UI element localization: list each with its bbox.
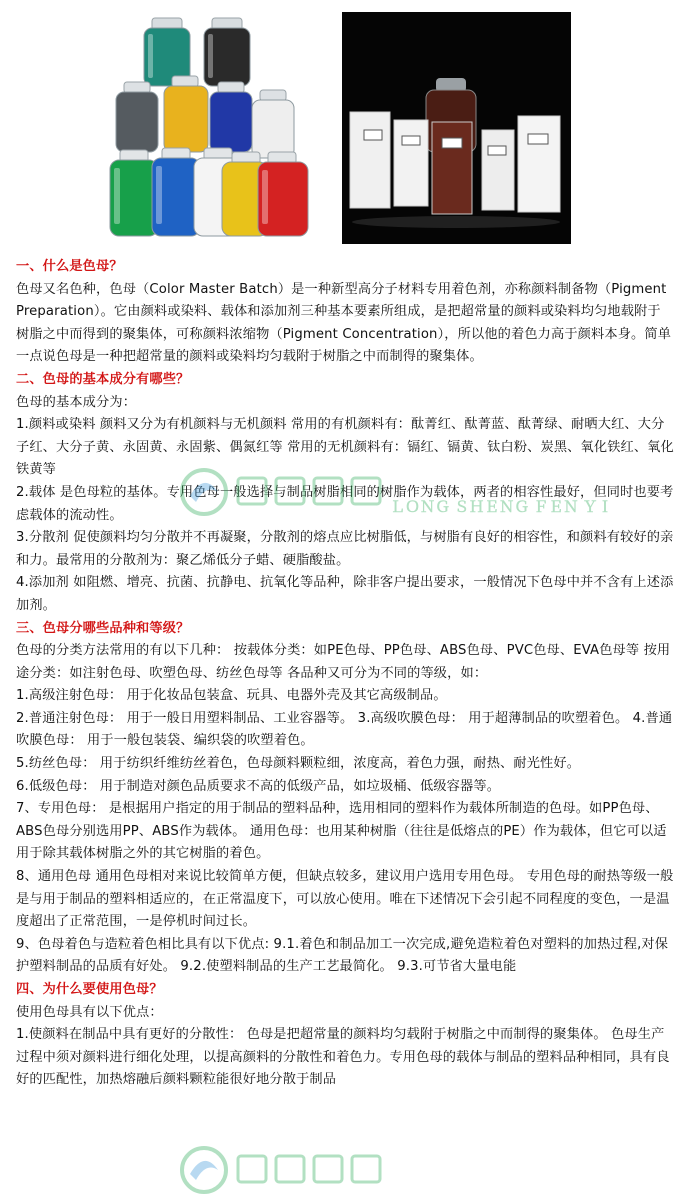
list-item: 1.颜料或染料 颜料又分为有机颜料与无机颜料 常用的有机颜料有：酞菁红、酞菁蓝、酞菁绿、耐晒大红、大分子红、大分子黄、永固黄、永固紫、偶氮红等 常用的无机颜料有：镉红、镉黄、钛白粉、炭黑、氧化铁红、氧化铁黄等 [16, 417, 674, 478]
list-item: 1.高级注射色母： 用于化妆品包装盒、玩具、电器外壳及其它高级制品。 [16, 688, 447, 704]
list-item: 6.低级色母： 用于制造对颜色品质要求不高的低级产品，如垃圾桶、低级容器等。 [16, 778, 501, 794]
photo-banner [0, 0, 682, 250]
list-item: 2.普通注射色母： 用于一般日用塑料制品、工业容器等。 3.高级吹膜色母： 用于超薄制品的吹塑着色。 4.普通吹膜色母： 用于一般包装袋、编织袋的吹塑着色。 [16, 710, 673, 749]
list-item: 2.载体 是色母粒的基体。专用色母一般选择与制品树脂相同的树脂作为载体，两者的相容性最好，但同时也要考虑载体的流动性。 [16, 484, 674, 523]
list-item: 8、通用色母 通用色母相对来说比较简单方便，但缺点较多，建议用户选用专用色母。 专用色母的耐热等级一般是与用于制品的塑料相适应的，在正常温度下，可以放心使用。唯在下述情况下会引起不同程度的变色，一是温度超出了正常范围，一是停机时间过长。 [16, 869, 674, 930]
section-heading-varieties-and-grades: 三、色母分哪些品种和等级？ [16, 620, 190, 636]
section-heading-why-use-masterbatch: 四、为什么要使用色母？ [16, 982, 163, 997]
section-paragraph: 色母又名色种，色母（Color Master Batch）是一种新型高分子材料专用着色剂，亦称颜料制备物（Pigment Preparation）。它由颜料或染料、载体和添加剂三种基本要素所组成，是把超常量的颜料或染料均匀地载附于树脂之中而得到的聚集体，可称颜料浓缩物（Pigment Concentration），所以他的着色力高于颜料本身。简单一点说色母是一种把超常量的颜料或染料均匀载附于树脂之中而制得的聚集体。 [16, 281, 672, 365]
section-heading-basic-components: 二、色母的基本成分有哪些？ [16, 371, 190, 387]
article [16, 256, 674, 1092]
list-item: 1.使颜料在制品中具有更好的分散性： 色母是把超常量的颜料均匀载附于树脂之中而制得的聚集体。 色母生产过程中须对颜料进行细化处理，以提高颜料的分散性和着色力。专用色母的载体与制品的塑料品种相同，具有良好的匹配性，加热熔融后颜料颗粒能很好地分散于制品 [16, 1027, 670, 1088]
section-intro: 色母的分类方法常用的有以下几种： 按载体分类：如PE色母、PP色母、ABS色母、PVC色母、EVA色母等 按用途分类：如注射色母、吹塑色母、纺丝色母等 各品种又可分为不同的等级，如： [16, 643, 671, 681]
watermark-text: ＬＯＮＧ ＳＨＥＮＧ ＦＥＮ ＹＩ [390, 499, 613, 516]
watermark-logo [176, 1140, 556, 1200]
section-intro: 使用色母具有以下优点： [16, 1004, 163, 1020]
list-item: 5.纺丝色母： 用于纺织纤维纺丝着色，色母颜料颗粒细，浓度高，着色力强，耐热、耐光性好。 [16, 756, 581, 772]
masterbatch-sample-bags-photo [342, 12, 571, 244]
section-heading-what-is-masterbatch: 一、什么是色母？ [16, 259, 123, 274]
section-intro: 色母的基本成分为： [16, 394, 137, 410]
list-item: 7、专用色母： 是根据用户指定的用于制品的塑料品种，选用相同的塑料作为载体所制造的色母。如PP色母、ABS色母分别选用PP、ABS作为载体。 通用色母：也用某种树脂（往往是低熔点的PE）作为载体，但它可以适用于除其载体树脂之外的其它树脂的着色。 [16, 801, 667, 862]
list-item: 9、色母着色与造粒着色相比具有以下优点: 9.1.着色和制品加工一次完成,避免造粒着色对塑料的加热过程,对保护塑料制品的品质有好处。 9.2.使塑料制品的生产工艺最简化。 9.3.可节省大量电能 [16, 936, 669, 975]
list-item: 4.添加剂 如阻燃、增亮、抗菌、抗静电、抗氧化等品种，除非客户提出要求，一般情况下色母中并不含有上述添加剂。 [16, 575, 674, 613]
colored-masterbatch-bottles-photo [88, 12, 318, 244]
list-item: 3.分散剂 促使颜料均匀分散并不再凝聚，分散剂的熔点应比树脂低，与树脂有良好的相容性，和颜料有较好的亲和力。最常用的分散剂为：聚乙烯低分子蜡、硬脂酸盐。 [16, 530, 674, 568]
